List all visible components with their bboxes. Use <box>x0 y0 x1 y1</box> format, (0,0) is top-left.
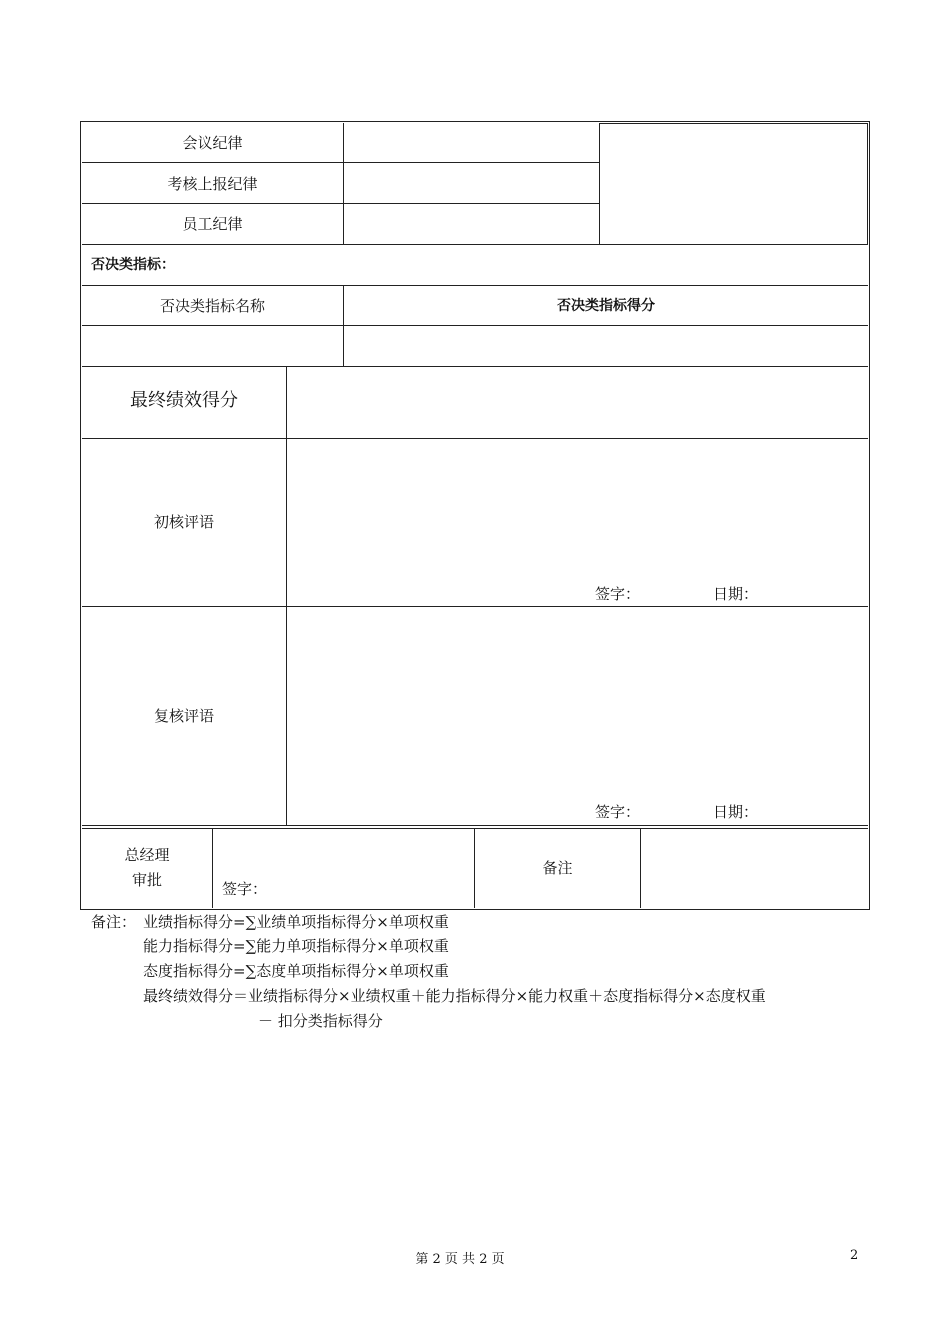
veto-score-header: 否决类指标得分 <box>557 298 655 314</box>
table-divider <box>82 438 868 439</box>
table-divider <box>82 366 868 367</box>
second-review-date: 日期： <box>713 803 759 821</box>
table-divider <box>343 123 344 244</box>
notes-prefix: 备注： <box>91 913 137 931</box>
table-divider <box>640 828 641 908</box>
notes-line: 业绩指标得分=∑业绩单项指标得分×单项权重 <box>143 913 449 931</box>
table-divider <box>212 828 213 908</box>
initial-review-date: 日期： <box>713 585 759 603</box>
notes-line: 能力指标得分=∑能力单项指标得分×单项权重 <box>143 937 449 955</box>
table-divider <box>82 606 868 607</box>
table-divider <box>82 203 600 204</box>
notes-line: － 扣分类指标得分 <box>258 1012 383 1030</box>
remark-label: 备注 <box>542 859 573 877</box>
discipline-side-box <box>599 123 868 245</box>
discipline-row-label: 考核上报纪律 <box>167 175 258 193</box>
second-review-label: 复核评语 <box>153 707 214 725</box>
table-divider <box>286 366 287 826</box>
gm-approval-sign: 签字： <box>222 880 268 898</box>
second-review-sign: 签字： <box>595 803 641 821</box>
gm-approval-label: 总经理 <box>124 846 170 864</box>
veto-section-title: 否决类指标： <box>91 257 175 273</box>
notes-line: 最终绩效得分＝业绩指标得分×业绩权重＋能力指标得分×能力权重＋态度指标得分×态度权重 <box>143 987 766 1005</box>
table-divider <box>82 828 868 829</box>
final-score-label: 最终绩效得分 <box>130 390 238 411</box>
table-divider <box>82 325 868 326</box>
initial-review-sign: 签字： <box>595 585 641 603</box>
discipline-row-label: 员工纪律 <box>182 215 243 233</box>
notes-line: 态度指标得分=∑态度单项指标得分×单项权重 <box>143 962 449 980</box>
table-divider <box>82 825 868 826</box>
table-divider <box>82 244 868 245</box>
page-count-text: 第 2 页 共 2 页 <box>415 1252 505 1267</box>
table-divider <box>82 285 868 286</box>
initial-review-label: 初核评语 <box>153 513 214 531</box>
veto-name-header: 否决类指标名称 <box>159 297 265 315</box>
gm-approval-label: 审批 <box>131 871 162 889</box>
table-divider <box>82 162 600 163</box>
page-number: 2 <box>850 1248 859 1263</box>
discipline-row-label: 会议纪律 <box>182 134 243 152</box>
